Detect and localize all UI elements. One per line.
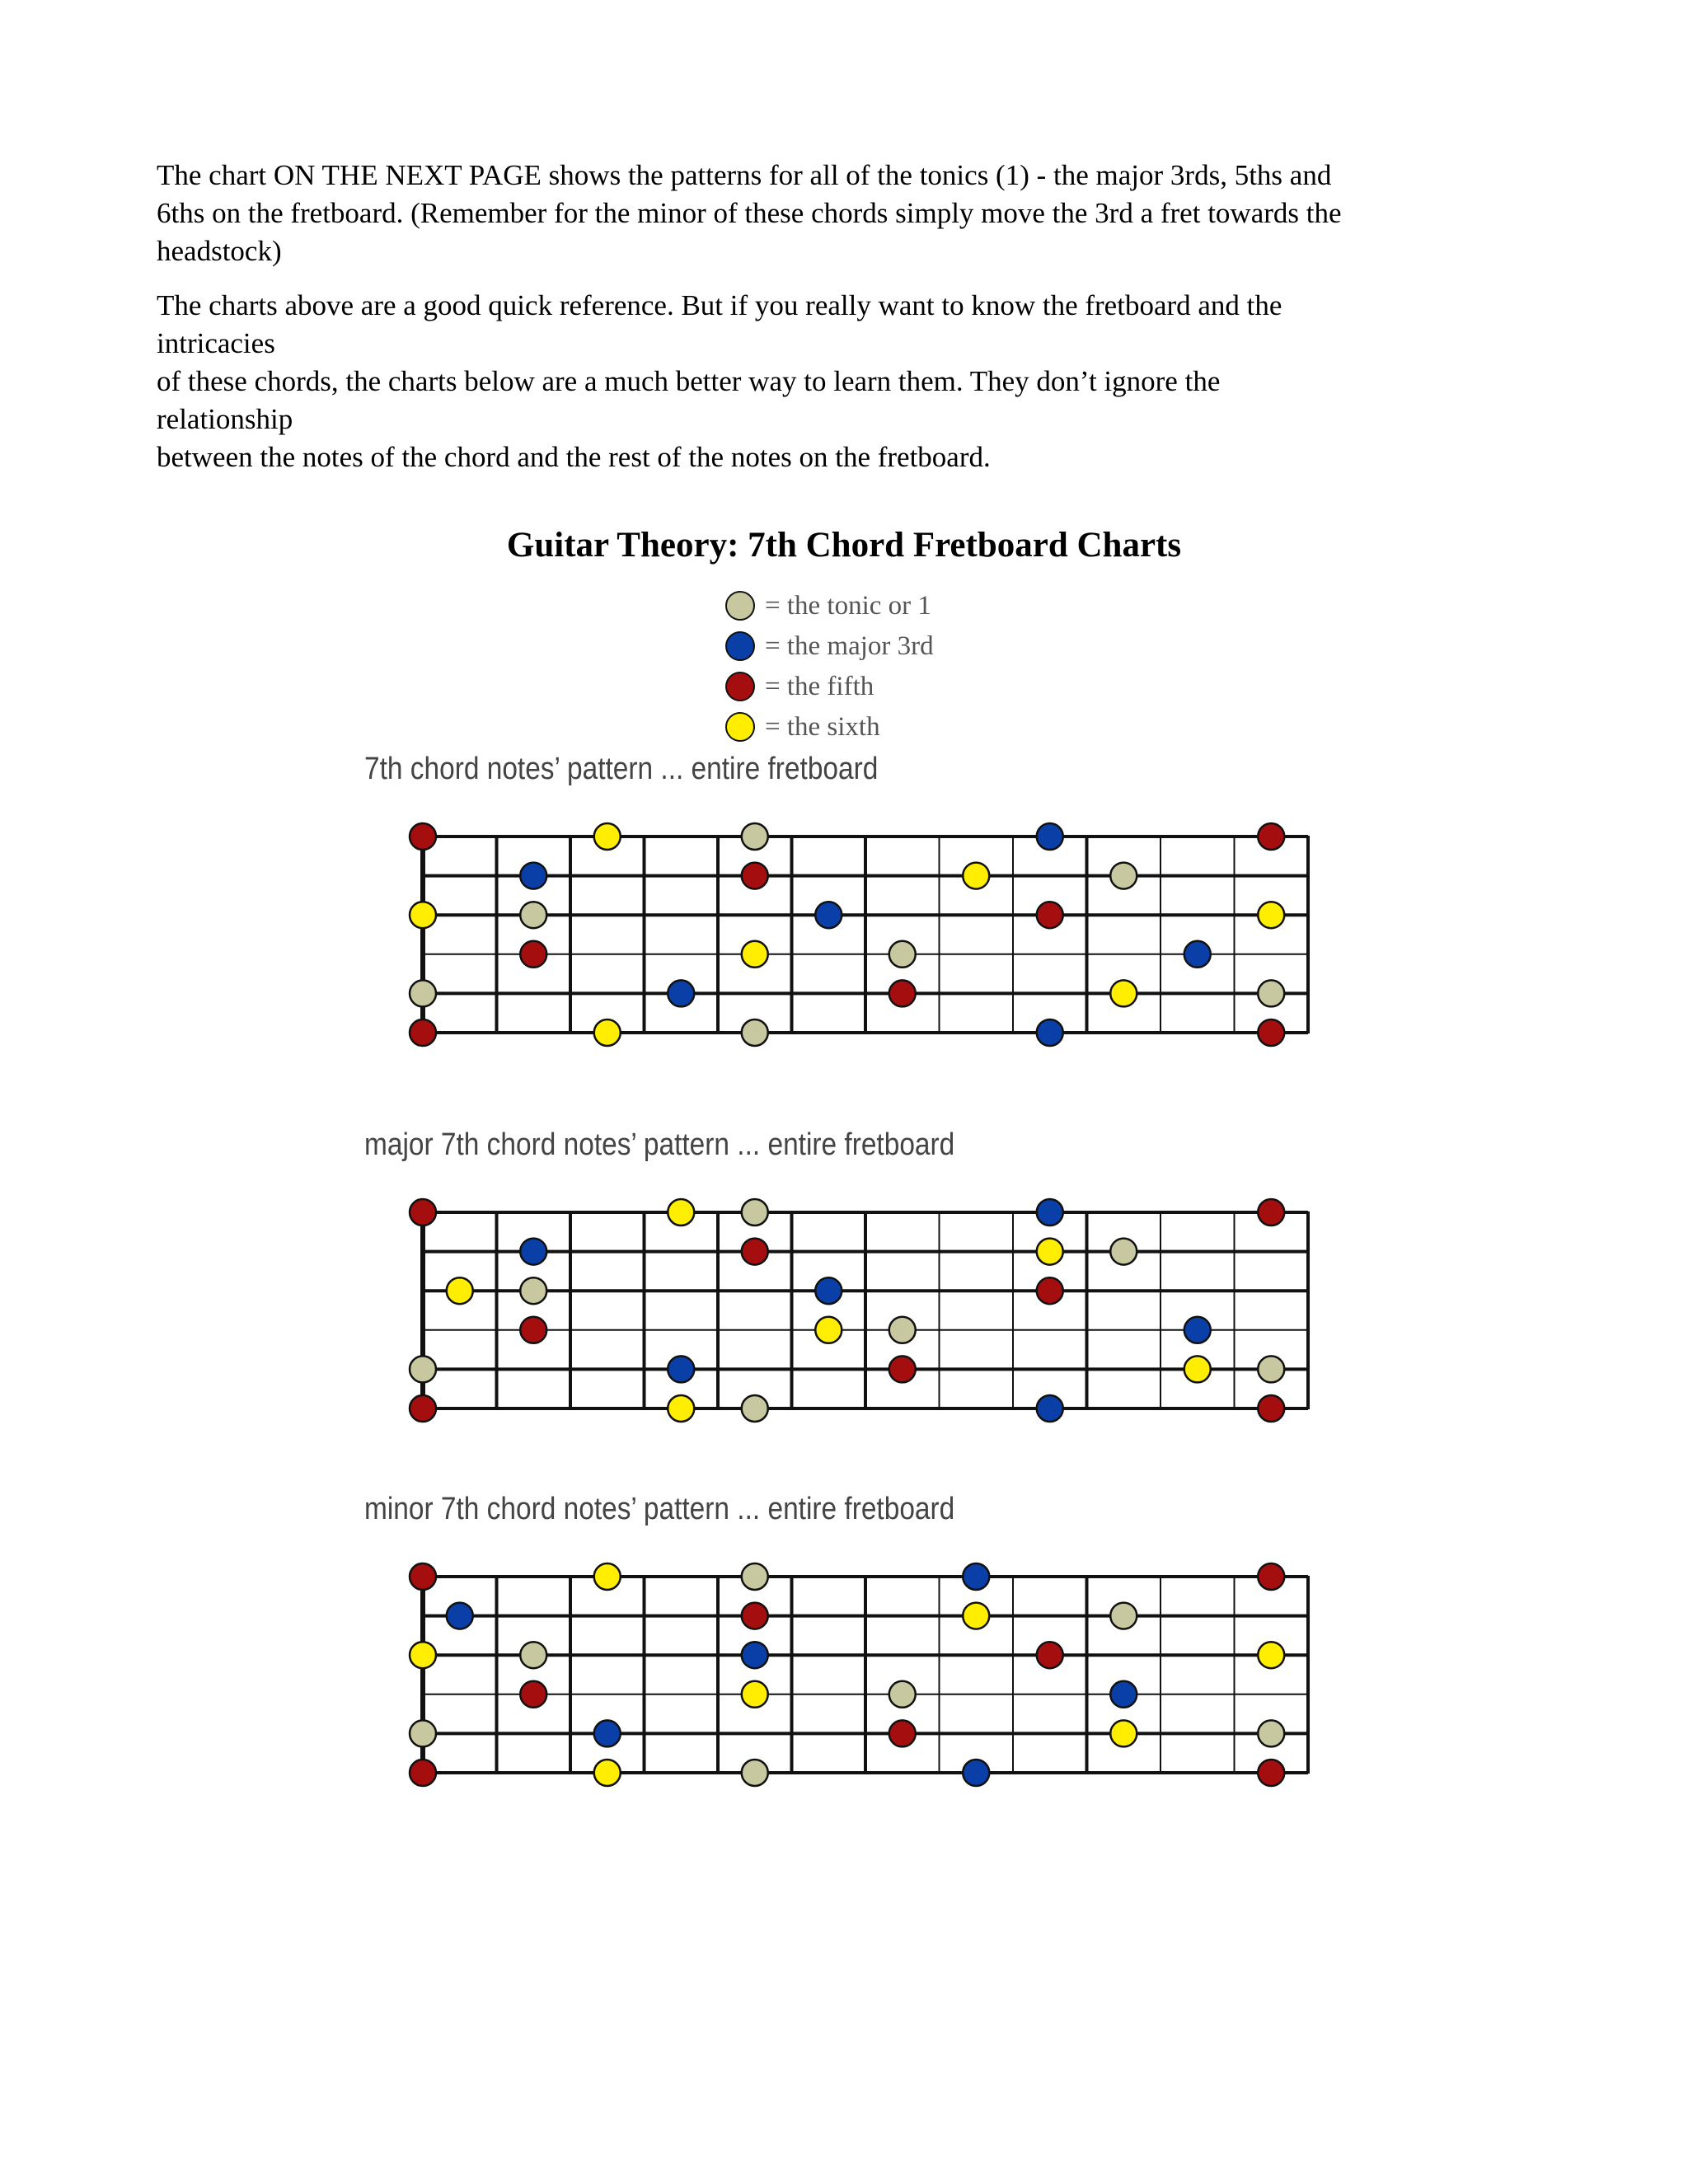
reference-line: The charts above are a good quick reference. But if you really want to know the fretboard and the	[157, 289, 1282, 321]
fifth-note-dot	[410, 1563, 436, 1590]
sixth-dot-icon	[725, 712, 755, 742]
tonic-note-dot	[889, 941, 916, 968]
intro-line: The chart ON THE NEXT PAGE shows the patterns for all of the tonics (1) - the major 3rds, 5ths and	[157, 159, 1332, 191]
fifth-note-dot	[1258, 1019, 1284, 1046]
sixth-note-dot	[815, 1317, 842, 1343]
reference-line: between the notes of the chord and the rest of the notes on the fretboard.	[157, 441, 991, 473]
intro-line: 6ths on the fretboard. (Remember for the minor of these chords simply move the 3rd a fret towards the	[157, 197, 1342, 229]
tonic-note-dot	[742, 1199, 768, 1226]
third-note-dot	[815, 1277, 842, 1304]
intro-paragraph	[157, 157, 1558, 270]
fifth-note-dot	[1258, 1563, 1284, 1590]
fifth-note-dot	[1258, 1395, 1284, 1422]
sixth-note-dot	[594, 1019, 621, 1046]
sixth-note-dot	[668, 1199, 694, 1226]
sixth-note-dot	[742, 1681, 768, 1708]
sixth-note-dot	[1037, 1239, 1063, 1265]
third-note-dot	[1037, 1019, 1063, 1046]
fifth-note-dot	[1037, 1277, 1063, 1304]
third-note-dot	[963, 1760, 989, 1786]
reference-line: relationship	[157, 403, 293, 435]
tonic-note-dot	[520, 1642, 546, 1668]
page-title: Guitar Theory: 7th Chord Fretboard Charts	[506, 526, 1182, 565]
tonic-note-dot	[1258, 1720, 1284, 1746]
sixth-note-dot	[410, 902, 436, 928]
sixth-note-dot	[594, 823, 621, 850]
sixth-note-dot	[594, 1760, 621, 1786]
legend-label: = the major 3rd	[765, 631, 934, 661]
sixth-note-dot	[1184, 1356, 1211, 1382]
tonic-note-dot	[742, 1563, 768, 1590]
third-note-dot	[1037, 1395, 1063, 1422]
third-note-dot	[668, 1356, 694, 1382]
sixth-note-dot	[963, 863, 989, 889]
reference-paragraph	[157, 287, 1558, 476]
sixth-note-dot	[1258, 902, 1284, 928]
fifth-dot-icon	[725, 672, 755, 701]
fifth-note-dot	[1258, 1760, 1284, 1786]
sixth-note-dot	[594, 1563, 621, 1590]
third-note-dot	[1184, 1317, 1211, 1343]
third-note-dot	[1037, 823, 1063, 850]
sixth-note-dot	[1110, 980, 1137, 1006]
sixth-note-dot	[668, 1395, 694, 1422]
tonic-note-dot	[1110, 1603, 1137, 1629]
third-note-dot	[742, 1642, 768, 1668]
minor-seventh-chart-label: minor 7th chord notes’ pattern ... entire fretboard	[364, 1492, 955, 1526]
third-note-dot	[447, 1603, 473, 1629]
fifth-note-dot	[410, 1760, 436, 1786]
tonic-note-dot	[742, 823, 768, 850]
sixth-note-dot	[447, 1277, 473, 1304]
fifth-note-dot	[889, 1356, 916, 1382]
third-note-dot	[963, 1563, 989, 1590]
reference-line: of these chords, the charts below are a much better way to learn them. They don’t ignore the	[157, 365, 1221, 397]
fifth-note-dot	[742, 1239, 768, 1265]
reference-line: intricacies	[157, 327, 275, 359]
fifth-note-dot	[520, 1317, 546, 1343]
fifth-note-dot	[410, 1199, 436, 1226]
tonic-dot-icon	[725, 591, 755, 621]
fifth-note-dot	[410, 1019, 436, 1046]
fifth-note-dot	[410, 1395, 436, 1422]
fifth-note-dot	[742, 1603, 768, 1629]
fifth-note-dot	[1037, 1642, 1063, 1668]
fifth-note-dot	[889, 980, 916, 1006]
seventh-chart-label: 7th chord notes’ pattern ... entire fretboard	[364, 752, 879, 786]
seventh-chord-fretboard	[396, 820, 1335, 1059]
legend-label: = the fifth	[765, 672, 874, 701]
tonic-note-dot	[742, 1019, 768, 1046]
third-note-dot	[1184, 941, 1211, 968]
tonic-note-dot	[742, 1760, 768, 1786]
sixth-note-dot	[963, 1603, 989, 1629]
fifth-note-dot	[1258, 823, 1284, 850]
sixth-note-dot	[742, 941, 768, 968]
tonic-note-dot	[1110, 1239, 1137, 1265]
intro-line: headstock)	[157, 235, 282, 267]
third-note-dot	[1110, 1681, 1137, 1708]
fifth-note-dot	[410, 823, 436, 850]
tonic-note-dot	[1258, 980, 1284, 1006]
major-third-dot-icon	[725, 631, 755, 661]
fifth-note-dot	[520, 941, 546, 968]
tonic-note-dot	[889, 1317, 916, 1343]
legend-label: = the tonic or 1	[765, 591, 931, 621]
tonic-note-dot	[889, 1681, 916, 1708]
major-seventh-chord-fretboard	[396, 1196, 1335, 1435]
fifth-note-dot	[889, 1720, 916, 1746]
major-seventh-chart-label: major 7th chord notes’ pattern ... entire fretboard	[364, 1127, 955, 1162]
third-note-dot	[594, 1720, 621, 1746]
legend-label: = the sixth	[765, 712, 880, 742]
tonic-note-dot	[742, 1395, 768, 1422]
tonic-note-dot	[520, 1277, 546, 1304]
third-note-dot	[815, 902, 842, 928]
tonic-note-dot	[410, 1720, 436, 1746]
minor-seventh-chord-fretboard	[396, 1560, 1335, 1799]
third-note-dot	[520, 1239, 546, 1265]
third-note-dot	[1037, 1199, 1063, 1226]
third-note-dot	[668, 980, 694, 1006]
sixth-note-dot	[410, 1642, 436, 1668]
third-note-dot	[520, 863, 546, 889]
tonic-note-dot	[410, 1356, 436, 1382]
tonic-note-dot	[410, 980, 436, 1006]
sixth-note-dot	[1110, 1720, 1137, 1746]
fifth-note-dot	[742, 863, 768, 889]
tonic-note-dot	[1110, 863, 1137, 889]
sixth-note-dot	[1258, 1642, 1284, 1668]
tonic-note-dot	[520, 902, 546, 928]
fifth-note-dot	[1258, 1199, 1284, 1226]
fifth-note-dot	[1037, 902, 1063, 928]
fifth-note-dot	[520, 1681, 546, 1708]
tonic-note-dot	[1258, 1356, 1284, 1382]
